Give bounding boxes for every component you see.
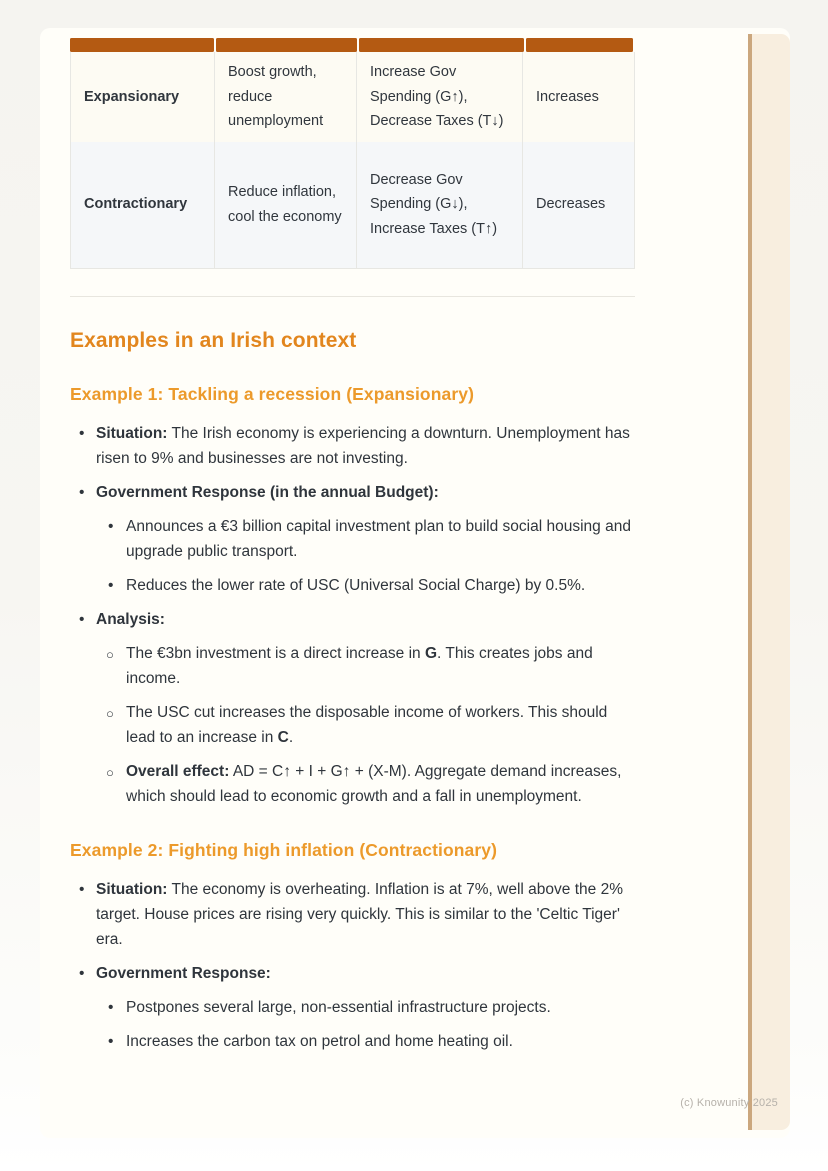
- table-row: [71, 142, 634, 268]
- example-heading: Example 2: Fighting high inflation (Contractionary): [70, 839, 498, 860]
- cell-aim: Boost growth, reduce unemployment: [215, 52, 357, 142]
- list-item: [70, 480, 635, 598]
- page-edge-stripe: [748, 34, 790, 1130]
- document-page: [40, 28, 790, 1138]
- fiscal-policy-table: [70, 38, 635, 269]
- sub-list-item-text: Reduces the lower rate of USC (Universal Social Charge) by 0.5%.: [126, 576, 586, 594]
- section-heading: Examples in an Irish context: [70, 328, 357, 352]
- sub-list-item: [96, 995, 635, 1020]
- sub-list-item-text: Postpones several large, non-essential infrastructure projects.: [126, 998, 551, 1016]
- cell-tools: Increase Gov Spending (G↑), Decrease Taxes (T↓): [357, 52, 523, 142]
- cell-ad-effect: Decreases: [536, 196, 606, 213]
- sub-list: [96, 641, 635, 809]
- sub-list-item: [96, 641, 635, 691]
- sub-list-item-text: The USC cut increases the disposable income of workers. This should lead to an increase in C.: [126, 703, 608, 746]
- table-header-cell: [359, 38, 524, 52]
- list-item: [70, 877, 635, 952]
- copyright-watermark: (c) Knowunity 2025: [680, 1097, 778, 1109]
- cell-policy-type: Contractionary: [71, 142, 215, 268]
- table-header-row: [70, 38, 635, 52]
- list-item-text: Government Response:: [96, 964, 271, 982]
- list-item: [70, 421, 635, 471]
- sub-list-item-text: The €3bn investment is a direct increase in G. This creates jobs and income.: [126, 644, 593, 687]
- sub-list-item: [96, 1029, 635, 1054]
- table-body: [70, 52, 635, 269]
- sub-list-item: [96, 700, 635, 750]
- list-item-text: Government Response (in the annual Budget):: [96, 483, 439, 501]
- table-row: [71, 52, 634, 142]
- example-list: [70, 421, 635, 809]
- list-item: [70, 961, 635, 1054]
- example-block: [70, 839, 635, 1054]
- table-header-cell: [70, 38, 214, 52]
- list-item-text: Situation: The Irish economy is experiencing a downturn. Unemployment has risen to 9% and businesses are not investing.: [96, 424, 630, 467]
- table-header-cell: [216, 38, 357, 52]
- sub-list: [96, 995, 635, 1054]
- examples-section: [70, 383, 635, 1054]
- page-content: [70, 38, 635, 1063]
- example-block: [70, 383, 635, 809]
- table-header-cell: [526, 38, 633, 52]
- list-item-text: Analysis:: [96, 610, 165, 628]
- example-list: [70, 877, 635, 1054]
- cell-policy-type: Expansionary: [71, 52, 215, 142]
- sub-list-item-text: Increases the carbon tax on petrol and home heating oil.: [126, 1032, 513, 1050]
- cell-aim: Reduce inflation, cool the economy: [215, 142, 357, 268]
- sub-list-item-text: Overall effect: AD = C↑ + I + G↑ + (X-M). Aggregate demand increases, which should lead to economic growth and a fall in unemployment.: [126, 762, 622, 805]
- list-item-text: Situation: The economy is overheating. Inflation is at 7%, well above the 2% target. House prices are rising very quickly. This is similar to the 'Celtic Tiger' era.: [96, 880, 623, 948]
- sub-list: [96, 514, 635, 598]
- list-item: [70, 607, 635, 809]
- section-divider: [70, 296, 635, 297]
- sub-list-item-text: Announces a €3 billion capital investment plan to build social housing and upgrade public transport.: [126, 517, 631, 560]
- example-heading: Example 1: Tackling a recession (Expansionary): [70, 383, 475, 404]
- sub-list-item: [96, 759, 635, 809]
- sub-list-item: [96, 573, 635, 598]
- cell-ad-effect: Increases: [536, 88, 599, 105]
- sub-list-item: [96, 514, 635, 564]
- cell-tools: Decrease Gov Spending (G↓), Increase Taxes (T↑): [357, 142, 523, 268]
